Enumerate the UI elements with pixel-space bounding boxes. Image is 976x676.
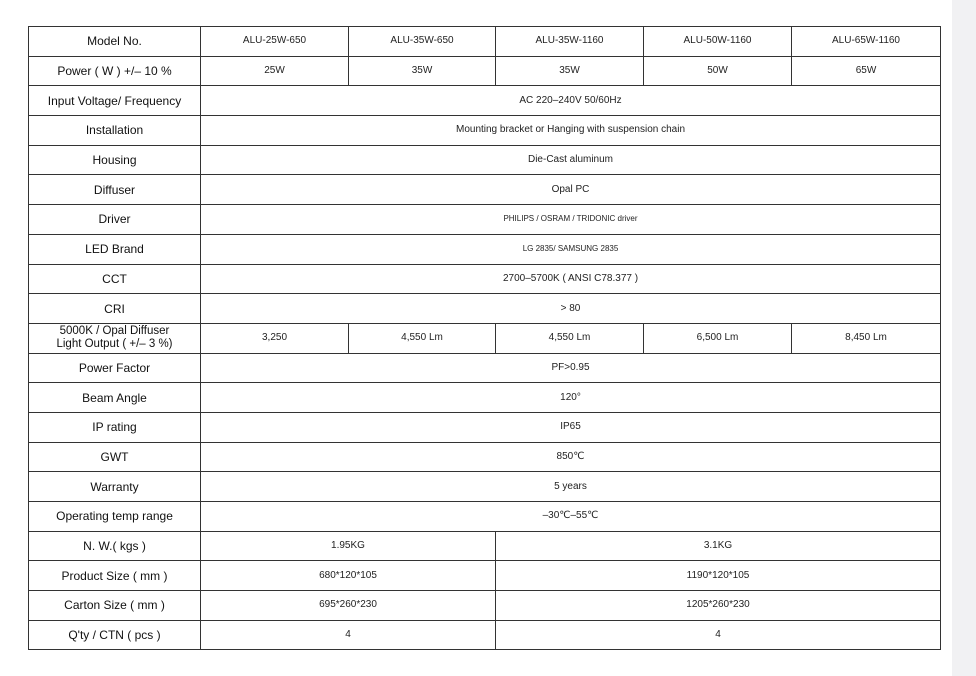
power-cell: 50W [644,56,792,86]
row-label-gwt: GWT [29,442,201,472]
power-cell: 25W [201,56,349,86]
table-row-installation [29,116,941,146]
model-cell: ALU-65W-1160 [792,27,941,57]
installation-value: Mounting bracket or Hanging with suspension chain [201,116,941,146]
table-row-gwt [29,442,941,472]
diffuser-value: Opal PC [201,175,941,205]
table-row-cct [29,264,941,294]
table-row-warranty [29,472,941,502]
power-cell: 65W [792,56,941,86]
table-row-housing [29,145,941,175]
led-brand-value: LG 2835/ SAMSUNG 2835 [201,234,941,264]
light-output-cell: 3,250 [201,323,349,353]
carton-size-value-b: 1205*260*230 [496,591,941,621]
table-row-diffuser [29,175,941,205]
power-cell: 35W [496,56,644,86]
housing-value: Die-Cast aluminum [201,145,941,175]
row-label-carton-size: Carton Size ( mm ) [29,591,201,621]
row-label-qty-ctn: Q'ty / CTN ( pcs ) [29,620,201,650]
row-label-ip-rating: IP rating [29,412,201,442]
row-label-power-factor: Power Factor [29,353,201,383]
right-scroll-strip [952,0,976,676]
qty-ctn-value-b: 4 [496,620,941,650]
light-output-cell: 4,550 Lm [496,323,644,353]
power-factor-value: PF>0.95 [201,353,941,383]
spec-table [28,26,941,650]
row-label-housing: Housing [29,145,201,175]
model-cell: ALU-50W-1160 [644,27,792,57]
row-label-product-size: Product Size ( mm ) [29,561,201,591]
row-label-diffuser: Diffuser [29,175,201,205]
row-label-cct: CCT [29,264,201,294]
table-row-model [29,27,941,57]
table-row-light-output [29,323,941,353]
row-label-driver: Driver [29,205,201,235]
carton-size-value-a: 695*260*230 [201,591,496,621]
row-label-warranty: Warranty [29,472,201,502]
row-label-net-weight: N. W.( kgs ) [29,531,201,561]
beam-angle-value: 120° [201,383,941,413]
model-cell: ALU-25W-650 [201,27,349,57]
row-label-cri: CRI [29,294,201,324]
table-row-ip-rating [29,412,941,442]
row-label-power: Power ( W ) +/– 10 % [29,56,201,86]
row-label-operating-temp: Operating temp range [29,502,201,532]
table-row-power-factor [29,353,941,383]
light-output-label-line1: 5000K / Opal Diffuser [59,325,170,338]
light-output-cell: 6,500 Lm [644,323,792,353]
row-label-model: Model No. [29,27,201,57]
cct-value: 2700–5700K ( ANSI C78.377 ) [201,264,941,294]
input-voltage-value: AC 220–240V 50/60Hz [201,86,941,116]
operating-temp-value: –30℃–55℃ [201,502,941,532]
table-row-net-weight [29,531,941,561]
table-row-driver [29,205,941,235]
table-row-carton-size [29,591,941,621]
table-row-input-voltage [29,86,941,116]
warranty-value: 5 years [201,472,941,502]
model-cell: ALU-35W-1160 [496,27,644,57]
cri-value: > 80 [201,294,941,324]
row-label-beam-angle: Beam Angle [29,383,201,413]
table-row-qty-ctn [29,620,941,650]
light-output-cell: 8,450 Lm [792,323,941,353]
table-row-power [29,56,941,86]
table-row-cri [29,294,941,324]
net-weight-value-b: 3.1KG [496,531,941,561]
table-row-led-brand [29,234,941,264]
light-output-label-line2: Light Output ( +/– 3 %) [56,338,173,351]
net-weight-value-a: 1.95KG [201,531,496,561]
gwt-value: 850℃ [201,442,941,472]
power-cell: 35W [349,56,496,86]
table-row-operating-temp [29,502,941,532]
qty-ctn-value-a: 4 [201,620,496,650]
model-cell: ALU-35W-650 [349,27,496,57]
table-row-product-size [29,561,941,591]
row-label-light-output [29,323,201,353]
row-label-input-voltage: Input Voltage/ Frequency [29,86,201,116]
driver-value: PHILIPS / OSRAM / TRIDONIC driver [201,205,941,235]
row-label-led-brand: LED Brand [29,234,201,264]
table-row-beam-angle [29,383,941,413]
product-size-value-a: 680*120*105 [201,561,496,591]
row-label-installation: Installation [29,116,201,146]
product-size-value-b: 1190*120*105 [496,561,941,591]
ip-rating-value: IP65 [201,412,941,442]
light-output-cell: 4,550 Lm [349,323,496,353]
